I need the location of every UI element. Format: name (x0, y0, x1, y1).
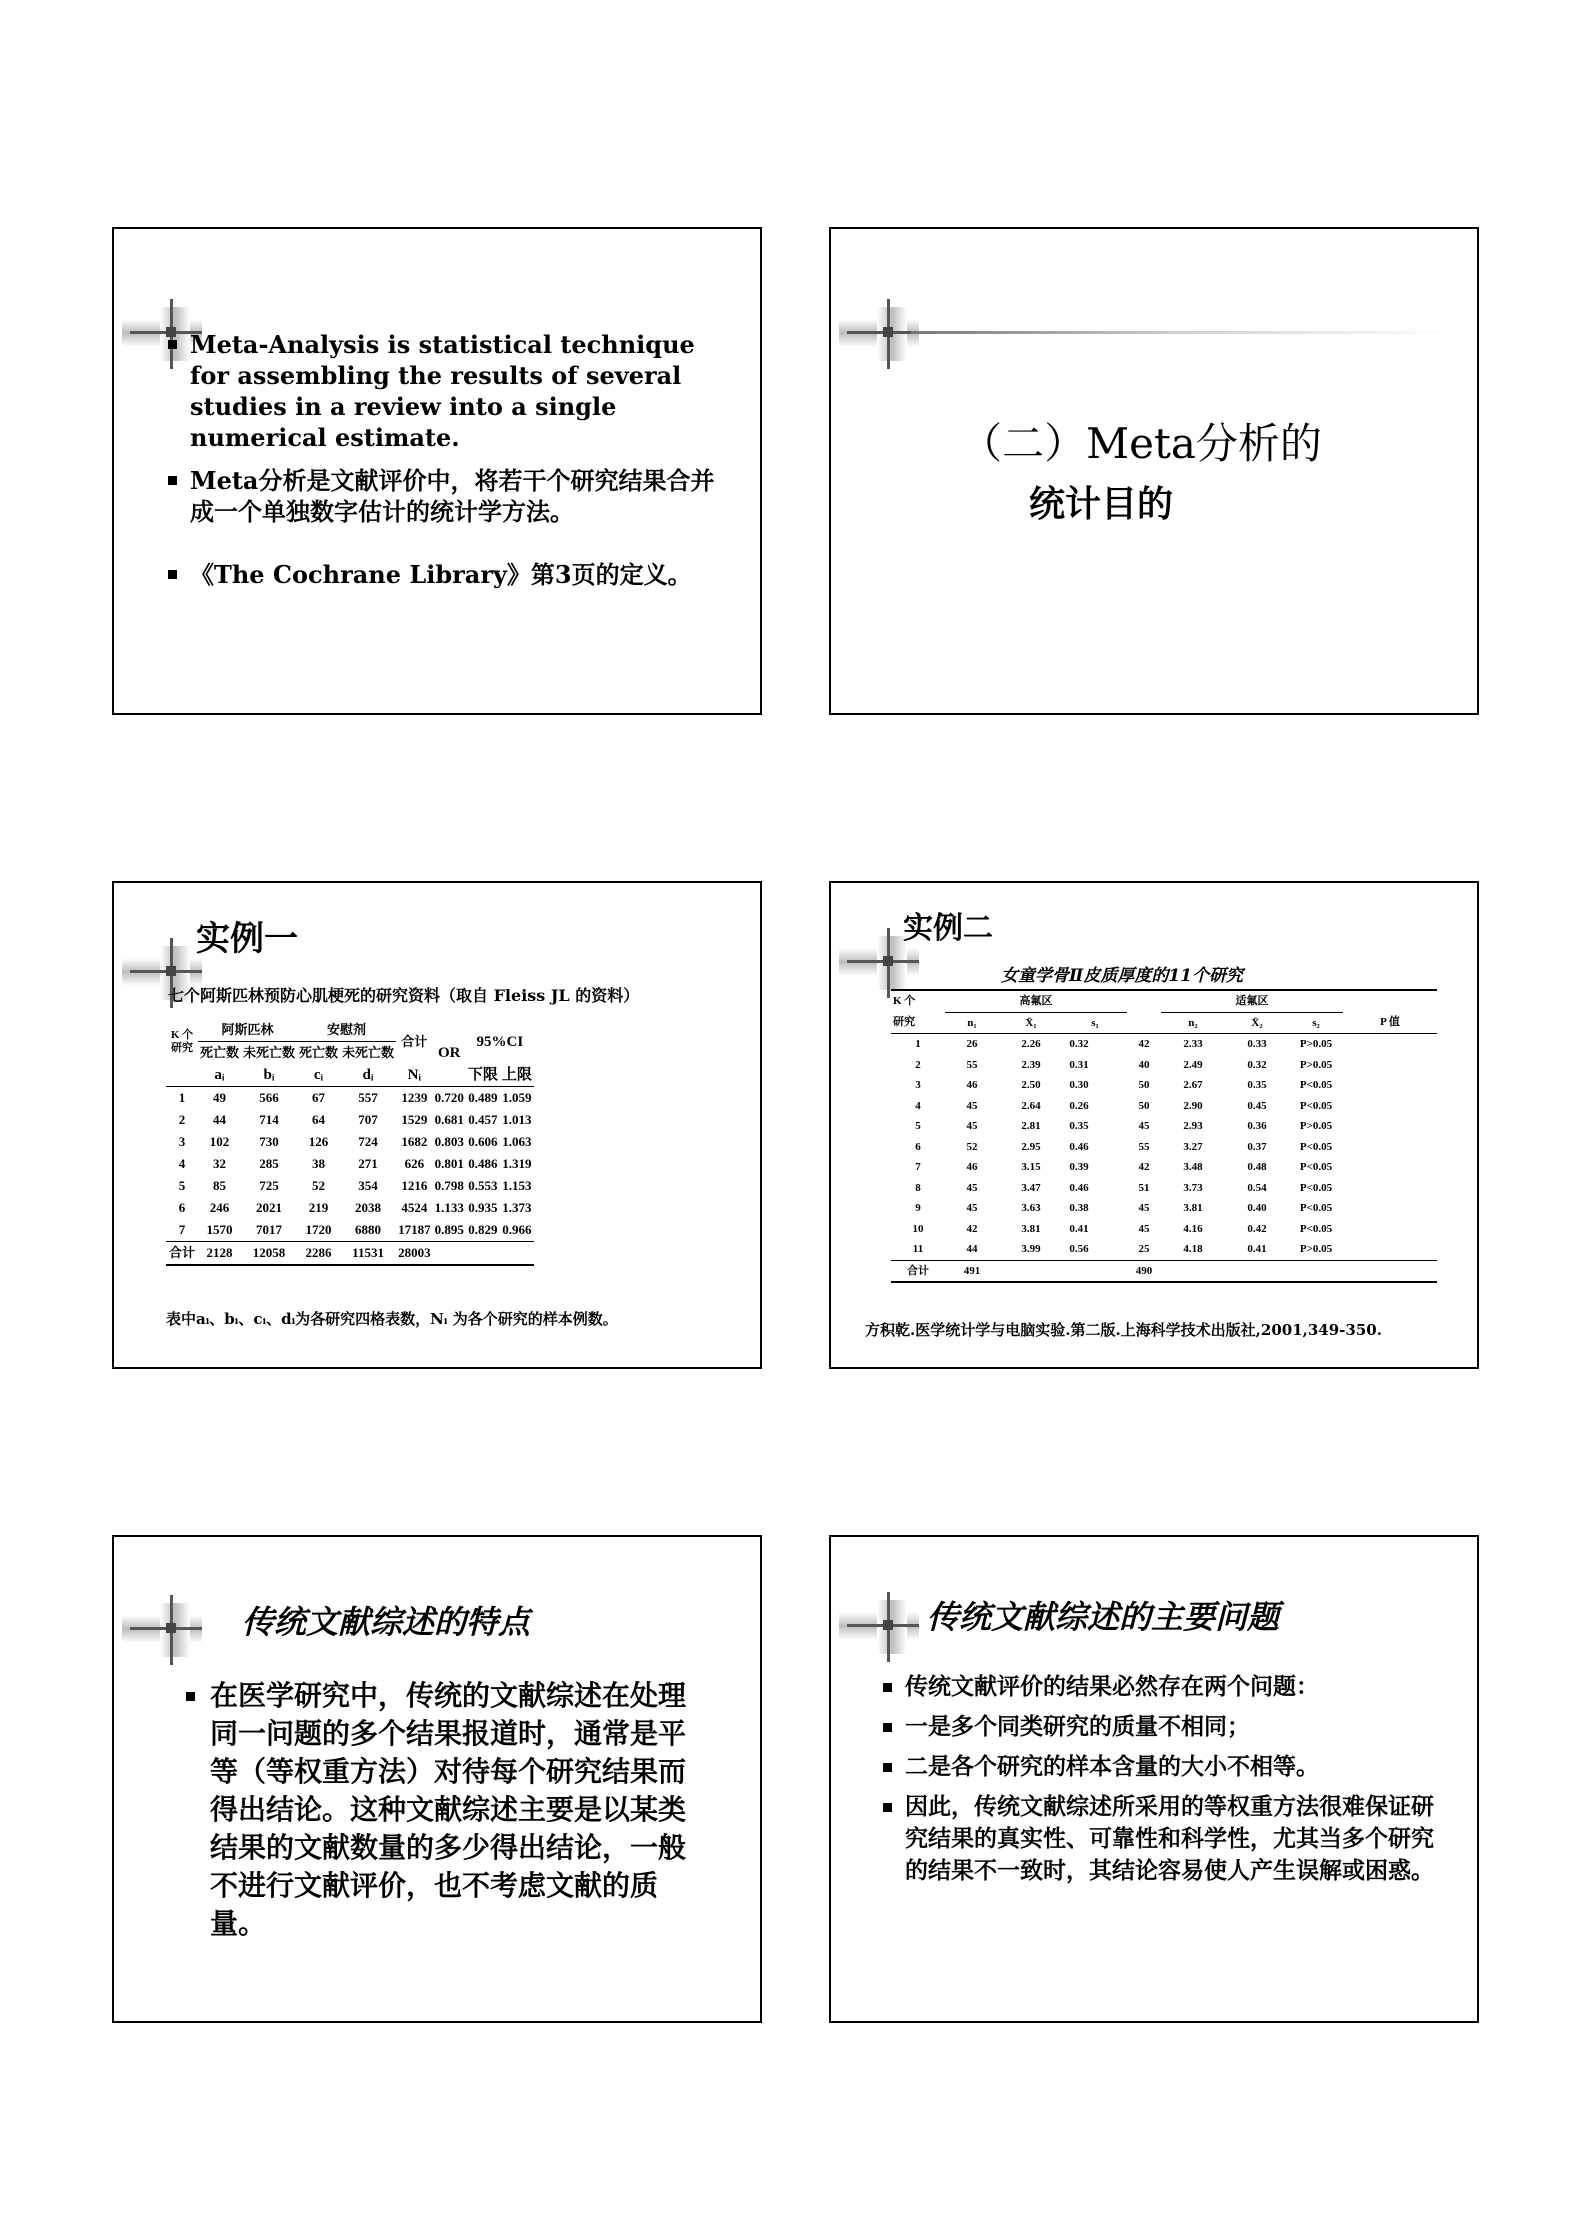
table-cell: 0.606 (468, 1134, 498, 1149)
table-cell: 44 (213, 1112, 226, 1127)
table-cell: 0.33 (1247, 1038, 1267, 1050)
table-cell: 1.133 (434, 1200, 464, 1215)
table-cell: 1.153 (502, 1178, 532, 1193)
table-cell: 2.64 (1021, 1099, 1041, 1112)
table-cell: 2128 (206, 1245, 233, 1260)
bone-cortex-table (891, 989, 1437, 1283)
table-total-row (891, 1260, 1437, 1282)
table-cell: 1.059 (502, 1090, 532, 1105)
bullet-text: Meta分析是文献评价中，将若干个研究结果合并成一个单独数字估计的统计学方法。 (190, 466, 715, 526)
table-cell (500, 1242, 534, 1266)
table-cell: 50 (1138, 1099, 1150, 1112)
bullet-text: 在医学研究中，传统的文献综述在处理同一问题的多个结果报道时，通常是平等（等权重方法）对待每个研究结果而得出结论。这种文献综述主要是以某类结果的文献数量的多少得出结论，一般不进行文献评价，也不考虑文献的质量。 (210, 1679, 687, 1940)
header-upper: 上限 (501, 1067, 532, 1083)
bullet-list (184, 1677, 704, 1943)
bullet-item (166, 465, 726, 527)
table-cell: 1570 (206, 1222, 233, 1237)
table-cell: 0.30 (1069, 1079, 1089, 1091)
table-cell: 271 (358, 1156, 378, 1171)
bullet-text: 《The Cochrane Library》第3页的定义。 (190, 560, 692, 589)
table-cell: 2 (915, 1058, 921, 1071)
title-line-1: （二）Meta分析的 (960, 419, 1322, 468)
table-cell: 38 (312, 1156, 326, 1171)
table-subtitle: 女童学骨Ⅱ皮质厚度的11个研究 (1001, 966, 1243, 986)
table-cell: 42 (1138, 1161, 1150, 1173)
header-study: 研究 (893, 1016, 915, 1029)
table-cell: 2.81 (1021, 1120, 1041, 1132)
slide-meta-definition (112, 227, 762, 715)
header-p: P 值 (1380, 1016, 1400, 1029)
bullet-text: Meta-Analysis is statistical technique for assembling the results of several studies in a review into a single numerical estimate. (190, 330, 695, 452)
table-cell: 55 (966, 1058, 978, 1071)
table-cell: 0.32 (1069, 1038, 1089, 1050)
slide-title (831, 414, 1479, 534)
table-cell: 0.935 (468, 1200, 498, 1215)
table-cell: 44 (966, 1243, 978, 1255)
header-dead: 死亡数 (200, 1045, 240, 1060)
table-cell: 730 (259, 1134, 279, 1149)
bullet-item (166, 559, 726, 590)
table-cell: 2.95 (1021, 1140, 1041, 1153)
table-cell: 102 (209, 1134, 230, 1149)
table-cell: 714 (259, 1112, 279, 1127)
table-cell: 4 (178, 1156, 186, 1171)
table-cell: 566 (259, 1090, 279, 1105)
slide-example-one (112, 881, 762, 1369)
table-cell: 725 (259, 1178, 279, 1193)
header-ai: aᵢ (214, 1067, 225, 1083)
table-cell: 490 (1135, 1264, 1153, 1277)
table-cell: 50 (1138, 1079, 1150, 1091)
table-cell: 1.319 (502, 1156, 532, 1171)
table-row (891, 1198, 1437, 1219)
table-cell: 0.46 (1069, 1140, 1089, 1153)
table-cell: 2.39 (1021, 1058, 1041, 1071)
table-cell: 0.35 (1069, 1120, 1089, 1132)
bullet-text: 因此，传统文献综述所采用的等权重方法很难保证研究结果的真实性、可靠性和科学性，尤其当多个研究的结果不一致时，其结论容易使人产生误解或困惑。 (905, 1793, 1434, 1884)
table-cell: 64 (312, 1112, 326, 1127)
header-or: OR (437, 1044, 461, 1061)
bullet-list (881, 1671, 1451, 1887)
table-cell: 6 (178, 1200, 186, 1215)
bullet-item (881, 1671, 1451, 1703)
table-cell: 28003 (398, 1245, 431, 1260)
table-cell: P<0.05 (1299, 1161, 1333, 1173)
table-cell: 0.35 (1247, 1079, 1267, 1091)
table-cell: P>0.05 (1299, 1058, 1333, 1071)
table-cell: 626 (404, 1156, 425, 1171)
header-group2: 适氟区 (1161, 990, 1343, 1012)
table-cell: 2.33 (1183, 1038, 1203, 1050)
table-cell (433, 1242, 466, 1266)
table-cell: P>0.05 (1299, 1243, 1333, 1255)
table-cell: 55 (1138, 1140, 1150, 1153)
table-row (891, 1157, 1437, 1178)
table-cell (1289, 1260, 1343, 1282)
table-cell: 10 (912, 1222, 924, 1235)
table-cell: 0.48 (1247, 1161, 1267, 1173)
header-k-study: K 个研究 (170, 1028, 194, 1054)
bullet-item (881, 1711, 1451, 1743)
table-cell: 557 (358, 1090, 378, 1105)
table-cell: P>0.05 (1299, 1120, 1333, 1132)
bullet-item (881, 1791, 1451, 1887)
table-cell: 1 (178, 1090, 186, 1105)
table-cell: 45 (1138, 1222, 1150, 1235)
table-cell: 11531 (352, 1245, 384, 1260)
header-aspirin: 阿斯匹林 (198, 1019, 297, 1042)
table-cell: 1682 (401, 1134, 428, 1149)
slide-decoration (839, 1592, 919, 1662)
table-cell: 0.26 (1069, 1099, 1089, 1112)
table-cell: 126 (308, 1134, 329, 1149)
table-cell: P<0.05 (1299, 1099, 1333, 1112)
table-cell: 2.50 (1021, 1079, 1041, 1091)
table-cell: 0.36 (1247, 1120, 1267, 1132)
table-cell: 11 (912, 1243, 924, 1255)
table-cell: 7 (915, 1161, 921, 1173)
table-caption: 七个阿斯匹林预防心肌梗死的研究资料（取自 Fleiss JL 的资料） (168, 986, 640, 1005)
slide-heading: 传统文献综述的特点 (242, 1603, 531, 1641)
header-alive: 未死亡数 (243, 1045, 296, 1060)
table-cell: P<0.05 (1299, 1181, 1333, 1194)
header-n1: n₁ (967, 1016, 977, 1029)
table-cell: 2286 (305, 1245, 332, 1260)
header-n2: n₂ (1188, 1016, 1198, 1029)
header-s2: s₂ (1312, 1016, 1320, 1029)
table-row (166, 1087, 534, 1110)
table-cell: 26 (966, 1038, 978, 1050)
table-cell (1063, 1260, 1127, 1282)
header-group1: 高氟区 (945, 990, 1127, 1012)
table-cell: 6 (915, 1140, 921, 1153)
table-cell: 4 (915, 1099, 921, 1112)
table-cell: 42 (966, 1222, 978, 1235)
slide-decoration (122, 1595, 202, 1665)
slide-example-two (829, 881, 1479, 1369)
table-cell: 491 (963, 1264, 981, 1277)
table-cell: 1216 (401, 1178, 428, 1193)
table-cell: 3.27 (1183, 1140, 1203, 1153)
table-cell: 0.798 (434, 1178, 464, 1193)
table-cell: 0.37 (1247, 1140, 1267, 1153)
table-row (891, 1116, 1437, 1137)
table-cell: 285 (259, 1156, 279, 1171)
table-cell: 32 (213, 1156, 226, 1171)
table-cell: 2.90 (1183, 1099, 1203, 1112)
table-cell: 2.67 (1183, 1079, 1203, 1091)
table-cell: 2 (178, 1112, 186, 1127)
table-cell: 合计 (168, 1245, 195, 1260)
table-cell: 0.39 (1069, 1161, 1089, 1173)
table-cell: P<0.05 (1299, 1202, 1333, 1214)
table-cell: 67 (312, 1090, 326, 1105)
table-cell: 0.41 (1069, 1222, 1089, 1235)
table-cell (1225, 1260, 1289, 1282)
table-cell: 46 (966, 1079, 978, 1091)
table-cell: P<0.05 (1299, 1222, 1333, 1235)
table-cell (466, 1242, 500, 1266)
table-cell: 4524 (401, 1200, 428, 1215)
table-cell: 3.81 (1183, 1202, 1203, 1214)
table-cell: 8 (915, 1181, 921, 1194)
table-cell: 17187 (398, 1222, 431, 1237)
table-cell: 4.16 (1183, 1222, 1203, 1235)
table-cell: 1.063 (502, 1134, 532, 1149)
header-k: K 个 (893, 995, 916, 1008)
bullet-item (184, 1677, 704, 1943)
title-underline (911, 331, 1451, 334)
table-cell: 1720 (305, 1222, 332, 1237)
table-cell: 49 (213, 1090, 226, 1105)
bullet-list (166, 329, 726, 590)
slide-heading: 实例二 (903, 911, 993, 946)
table-cell: P<0.05 (1299, 1140, 1333, 1153)
table-cell: 1529 (401, 1112, 428, 1127)
header-di: dᵢ (362, 1067, 374, 1083)
table-row (891, 1178, 1437, 1199)
slide-heading: 传统文献综述的主要问题 (927, 1598, 1280, 1636)
table-body (891, 1034, 1437, 1283)
table-cell: 42 (1138, 1038, 1150, 1050)
header-lower: 下限 (467, 1067, 498, 1083)
table-cell: 1239 (401, 1090, 428, 1105)
table-cell: 724 (358, 1134, 378, 1149)
header-total: 合计 (401, 1033, 428, 1049)
table-cell: 2.49 (1183, 1058, 1203, 1071)
table-cell: 0.38 (1069, 1202, 1089, 1214)
table-row (891, 1075, 1437, 1096)
header-alive: 未死亡数 (342, 1045, 395, 1060)
table-cell: 2021 (256, 1200, 283, 1215)
table-row (166, 1175, 534, 1197)
table-cell: 3 (915, 1079, 921, 1091)
table-cell: 2038 (355, 1200, 382, 1215)
table-cell: 219 (308, 1200, 329, 1215)
table-cell: 0.42 (1247, 1222, 1267, 1235)
bullet-text: 传统文献评价的结果必然存在两个问题： (905, 1673, 1319, 1700)
header-s1: s₁ (1091, 1016, 1099, 1029)
table-cell: 45 (966, 1120, 978, 1132)
header-x2: X̄₂ (1251, 1016, 1263, 1029)
header-ci: 95%CI (476, 1033, 524, 1050)
table-cell: 40 (1138, 1058, 1150, 1071)
table-row (166, 1131, 534, 1153)
table-cell: 3.15 (1021, 1161, 1041, 1173)
table-cell: 0.32 (1247, 1058, 1267, 1071)
table-cell: 0.486 (468, 1156, 498, 1171)
table-cell: 45 (1138, 1120, 1150, 1132)
table-cell: 0.41 (1247, 1243, 1267, 1255)
table-row (166, 1153, 534, 1175)
table-cell: 51 (1138, 1181, 1150, 1194)
header-bi: bᵢ (263, 1067, 275, 1083)
table-cell: 45 (966, 1181, 978, 1194)
table-cell: 0.803 (434, 1134, 464, 1149)
aspirin-data-table (166, 1019, 534, 1266)
table-cell (1161, 1260, 1225, 1282)
table-total-row (166, 1242, 534, 1266)
table-cell: 0.40 (1247, 1202, 1267, 1214)
slide-heading: 实例一 (196, 919, 298, 959)
table-cell: 25 (1138, 1243, 1150, 1255)
table-cell: 1.373 (502, 1200, 532, 1215)
table-row (166, 1109, 534, 1131)
table-cell: 0.681 (434, 1112, 464, 1127)
table-cell: 45 (966, 1202, 978, 1214)
table-row (891, 1055, 1437, 1076)
table-row (166, 1197, 534, 1219)
table-cell: 0.801 (434, 1156, 464, 1171)
table-row (891, 1239, 1437, 1260)
table-cell: 7017 (256, 1222, 283, 1237)
table-cell: 3 (178, 1134, 186, 1149)
table-cell: 6880 (355, 1222, 382, 1237)
table-cell: 0.720 (434, 1090, 464, 1105)
header-placebo: 安慰剂 (297, 1019, 396, 1042)
table-cell: 1 (915, 1038, 921, 1050)
bullet-item (881, 1751, 1451, 1783)
table-cell: 7 (178, 1222, 186, 1237)
table-cell: 2.26 (1021, 1038, 1041, 1050)
header-dead: 死亡数 (299, 1045, 339, 1060)
table-cell: 707 (358, 1112, 378, 1127)
table-cell: 45 (966, 1099, 978, 1112)
table-cell: 0.489 (468, 1090, 498, 1105)
table-cell: 3.47 (1021, 1181, 1041, 1194)
bullet-text: 一是多个同类研究的质量不相同； (905, 1713, 1250, 1740)
header-ni: Nᵢ (407, 1067, 422, 1083)
table-row (891, 1219, 1437, 1240)
table-cell: 3.99 (1021, 1243, 1041, 1255)
table-cell: P<0.05 (1299, 1079, 1333, 1091)
table-cell: 0.46 (1069, 1181, 1089, 1194)
table-footnote: 表中aᵢ、bᵢ、cᵢ、dᵢ为各研究四格表数，Nᵢ 为各个研究的样本例数。 (166, 1310, 618, 1328)
slide-traditional-review-problems (829, 1535, 1479, 2023)
table-cell: 1.013 (502, 1112, 532, 1127)
table-cell: 3.81 (1021, 1222, 1041, 1235)
bullet-item (166, 329, 726, 453)
table-cell: 46 (966, 1161, 978, 1173)
table-row (166, 1219, 534, 1242)
slide-decoration (839, 299, 919, 369)
table-cell: 0.54 (1247, 1181, 1267, 1194)
header-ci-sym: cᵢ (313, 1067, 324, 1083)
table-cell: 85 (213, 1178, 226, 1193)
table-cell: 0.45 (1247, 1099, 1267, 1112)
table-cell: 3.63 (1021, 1202, 1041, 1214)
table-row (891, 1096, 1437, 1117)
table-cell: 0.829 (468, 1222, 498, 1237)
table-cell: 0.966 (502, 1222, 532, 1237)
table-cell: 0.31 (1069, 1058, 1089, 1071)
table-row (891, 1034, 1437, 1055)
table-row (891, 1137, 1437, 1158)
bullet-text: 二是各个研究的样本含量的大小不相等。 (905, 1753, 1319, 1780)
table-cell: 354 (358, 1178, 378, 1193)
table-cell: 45 (1138, 1202, 1150, 1214)
citation: 方积乾.医学统计学与电脑实验.第二版.上海科学技术出版社,2001,349-350. (865, 1321, 1382, 1339)
table-cell: 0.457 (468, 1112, 498, 1127)
table-cell: 合计 (907, 1264, 929, 1277)
table-cell: 0.553 (468, 1178, 498, 1193)
slide-meta-goal-title (829, 227, 1479, 715)
slide-traditional-review-features (112, 1535, 762, 2023)
table-cell: 52 (312, 1178, 326, 1193)
table-cell (999, 1260, 1063, 1282)
table-cell: P>0.05 (1299, 1038, 1333, 1050)
table-cell: 5 (915, 1120, 921, 1132)
table-cell: 52 (966, 1140, 978, 1153)
table-cell: 0.56 (1069, 1243, 1089, 1255)
table-body (166, 1087, 534, 1266)
table-cell: 3.48 (1183, 1161, 1203, 1173)
table-cell: 12058 (252, 1245, 286, 1260)
table-cell: 246 (209, 1200, 230, 1215)
table-cell: 5 (178, 1178, 186, 1193)
title-line-2: 统计目的 (1028, 483, 1173, 525)
header-x1: X̄₁ (1025, 1016, 1037, 1029)
table-cell: 3.73 (1183, 1181, 1203, 1194)
table-cell: 0.895 (434, 1222, 464, 1237)
table-cell: 2.93 (1183, 1120, 1203, 1132)
table-cell: 9 (915, 1202, 921, 1214)
table-cell: 4.18 (1183, 1243, 1203, 1255)
